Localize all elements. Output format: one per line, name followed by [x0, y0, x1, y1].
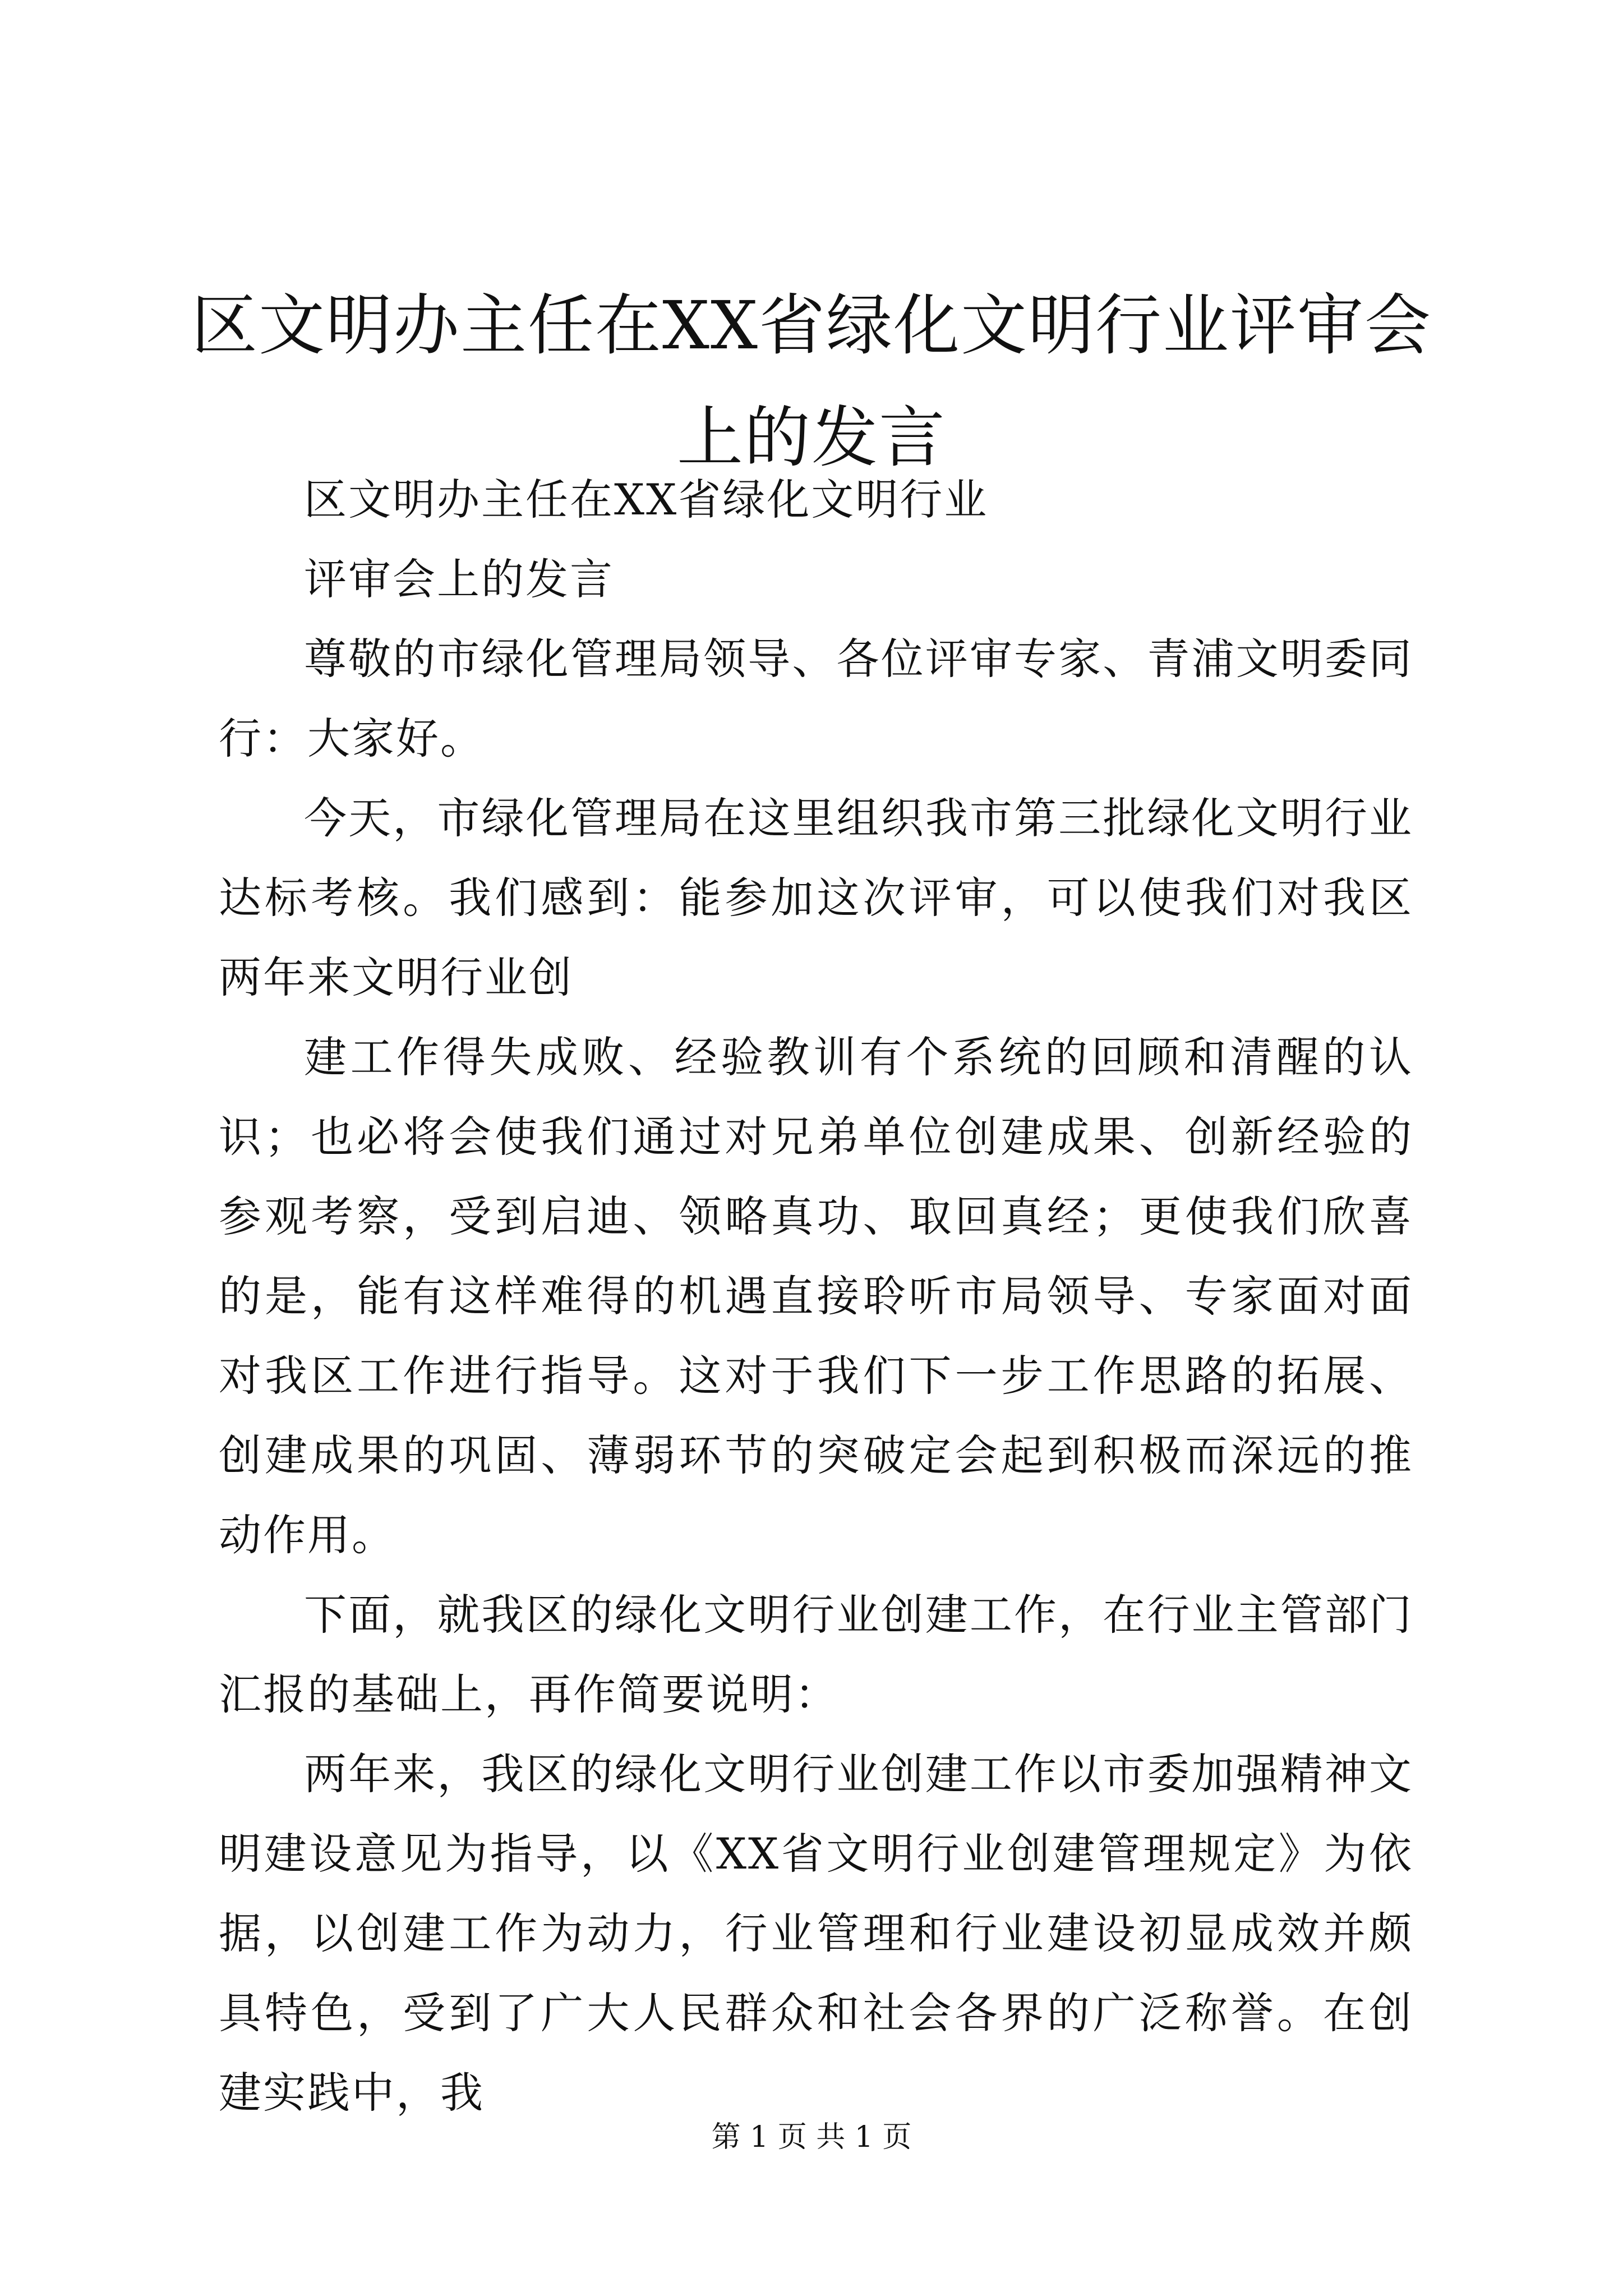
- paragraph: 两年来，我区的绿化文明行业创建工作以市委加强精神文明建设意见为指导，以《XX省文明行业创建管理规定》为依据，以创建工作为动力，行业管理和行业建设初显成效并颇具特色，受到了广大人民群众和社会各界的广泛称誉。在创建实践中，我: [219, 1749, 1413, 2118]
- paragraph: 区文明办主任在XX省绿化文明行业: [304, 475, 989, 524]
- page-footer: 第 1 页 共 1 页: [711, 2120, 912, 2154]
- paragraph: 今天，市绿化管理局在这里组织我市第三批绿化文明行业达标考核。我们感到：能参加这次评审，可以使我们对我区两年来文明行业创: [219, 793, 1413, 1002]
- paragraph: 评审会上的发言: [304, 554, 614, 604]
- paragraph: 下面，就我区的绿化文明行业创建工作，在行业主管部门汇报的基础上，再作简要说明：: [219, 1590, 1413, 1719]
- paragraph: 尊敬的市绿化管理局领导、各位评审专家、青浦文明委同行：大家好。: [219, 634, 1413, 763]
- document-title: 区文明办主任在XX省绿化文明行业评审会上的发言: [191, 287, 1432, 476]
- paragraph: 建工作得失成败、经验教训有个系统的回顾和清醒的认识；也必将会使我们通过对兄弟单位创建成果、创新经验的参观考察，受到启迪、领略真功、取回真经；更使我们欣喜的是，能有这样难得的机遇直接聆听市局领导、专家面对面对我区工作进行指导。这对于我们下一步工作思路的拓展、创建成果的巩固、薄弱环节的突破定会起到积极而深远的推动作用。: [219, 1032, 1413, 1560]
- document-body: [219, 460, 1413, 2133]
